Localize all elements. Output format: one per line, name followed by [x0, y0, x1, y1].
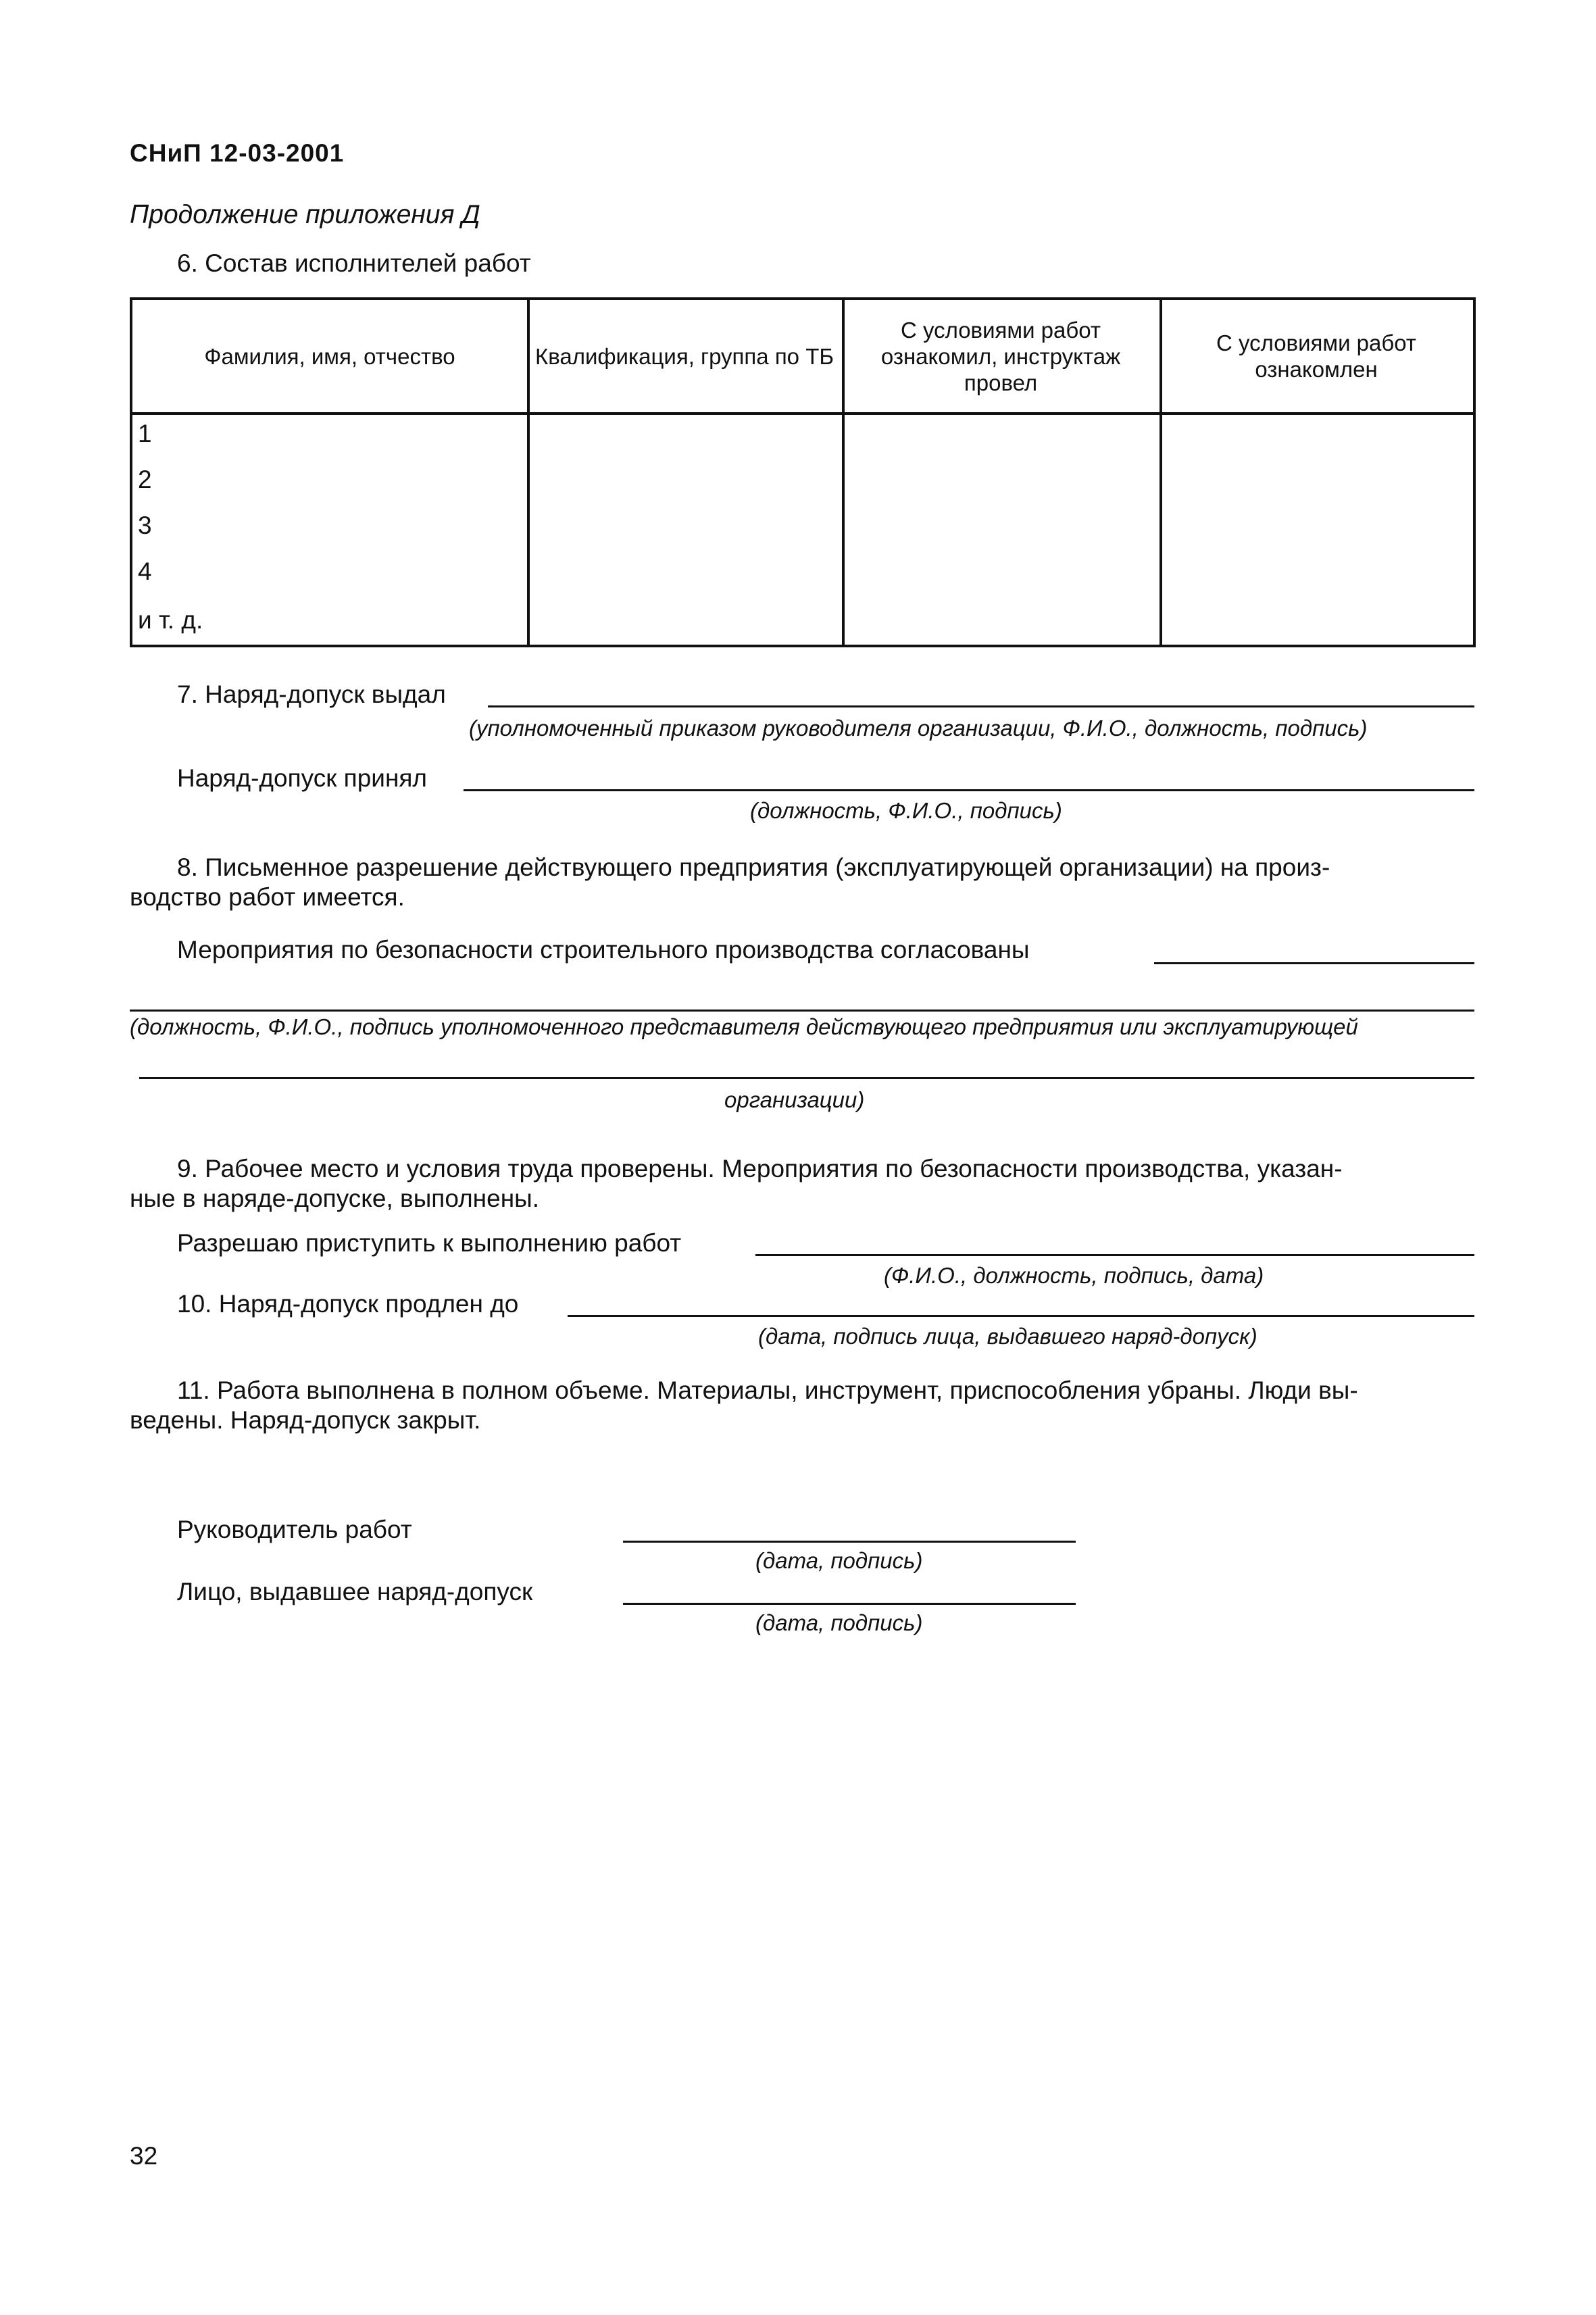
column-header-instructed-by: С условиями работ ознакомил, инструктаж провел — [880, 317, 1121, 395]
section-11-text-line1: 11. Работа выполнена в полном объеме. Материалы, инструмент, приспособления убраны. Люди вы- — [177, 1376, 1358, 1404]
work-manager-signature-field[interactable] — [623, 1541, 1076, 1543]
section-11-text-line2: ведены. Наряд-допуск закрыт. — [130, 1406, 481, 1434]
permit-caption: (Ф.И.О., должность, подпись, дата) — [884, 1263, 1264, 1288]
safety-agreed-field-line3[interactable] — [139, 1077, 1474, 1079]
accepted-by-field[interactable] — [464, 789, 1474, 791]
issuer-caption: (дата, подпись) — [755, 1610, 923, 1635]
safety-agreed-field[interactable] — [1154, 962, 1474, 964]
section-8-text-line1: 8. Письменное разрешение действующего предприятия (эксплуатирующей организации) на произ- — [177, 853, 1330, 881]
table-row-number: 4 — [138, 557, 152, 585]
permit-label: Разрешаю приступить к выполнению работ — [177, 1229, 682, 1257]
extended-until-field[interactable] — [568, 1315, 1474, 1317]
issued-by-caption: (уполномоченный приказом руководителя организации, Ф.И.О., должность, подпись) — [469, 716, 1368, 741]
header-divider — [132, 412, 1473, 415]
accepted-by-caption: (должность, Ф.И.О., подпись) — [750, 798, 1062, 823]
issuer-signature-field[interactable] — [623, 1603, 1076, 1605]
safety-agreed-caption-line1: (должность, Ф.И.О., подпись уполномоченного представителя действующего предприятия или эксплуатирующей — [130, 1014, 1358, 1039]
column-divider — [1159, 300, 1162, 645]
issued-by-field[interactable] — [488, 705, 1474, 707]
extended-until-caption: (дата, подпись лица, выдавшего наряд-допуск) — [758, 1324, 1257, 1349]
issuer-label: Лицо, выдавшее наряд-допуск — [177, 1578, 533, 1605]
column-header-qualification: Квалификация, группа по ТБ — [534, 343, 834, 369]
table-row-number: 1 — [138, 420, 152, 447]
work-manager-label: Руководитель работ — [177, 1516, 412, 1543]
column-header-acknowledged: С условиями работ ознакомлен — [1216, 330, 1417, 382]
page-number: 32 — [130, 2142, 158, 2170]
crew-table — [130, 297, 1476, 647]
column-divider — [527, 300, 530, 645]
column-header-name: Фамилия, имя, отчество — [204, 343, 455, 369]
section-6-title: 6. Состав исполнителей работ — [177, 249, 531, 277]
permit-field[interactable] — [755, 1254, 1474, 1256]
section-9-text-line2: ные в наряде-допуске, выполнены. — [130, 1185, 540, 1212]
safety-agreed-field-line2[interactable] — [130, 1010, 1474, 1012]
table-row-number: 3 — [138, 512, 152, 539]
section-9-text-line1: 9. Рабочее место и условия труда проверены. Мероприятия по безопасности производства, указан- — [177, 1155, 1343, 1183]
table-row-number: 2 — [138, 466, 152, 493]
safety-agreed-caption-line2: организации) — [724, 1087, 865, 1112]
safety-agreed-label: Мероприятия по безопасности строительного производства согласованы — [177, 936, 1030, 964]
section-8-text-line2: водство работ имеется. — [130, 883, 405, 911]
issued-by-label: 7. Наряд-допуск выдал — [177, 680, 446, 708]
work-manager-caption: (дата, подпись) — [755, 1548, 923, 1573]
column-divider — [842, 300, 845, 645]
continuation-heading: Продолжение приложения Д — [130, 200, 480, 229]
document-code: СНиП 12-03-2001 — [130, 139, 345, 167]
table-row-number: и т. д. — [138, 606, 203, 634]
accepted-by-label: Наряд-допуск принял — [177, 764, 427, 792]
extended-until-label: 10. Наряд-допуск продлен до — [177, 1290, 519, 1318]
